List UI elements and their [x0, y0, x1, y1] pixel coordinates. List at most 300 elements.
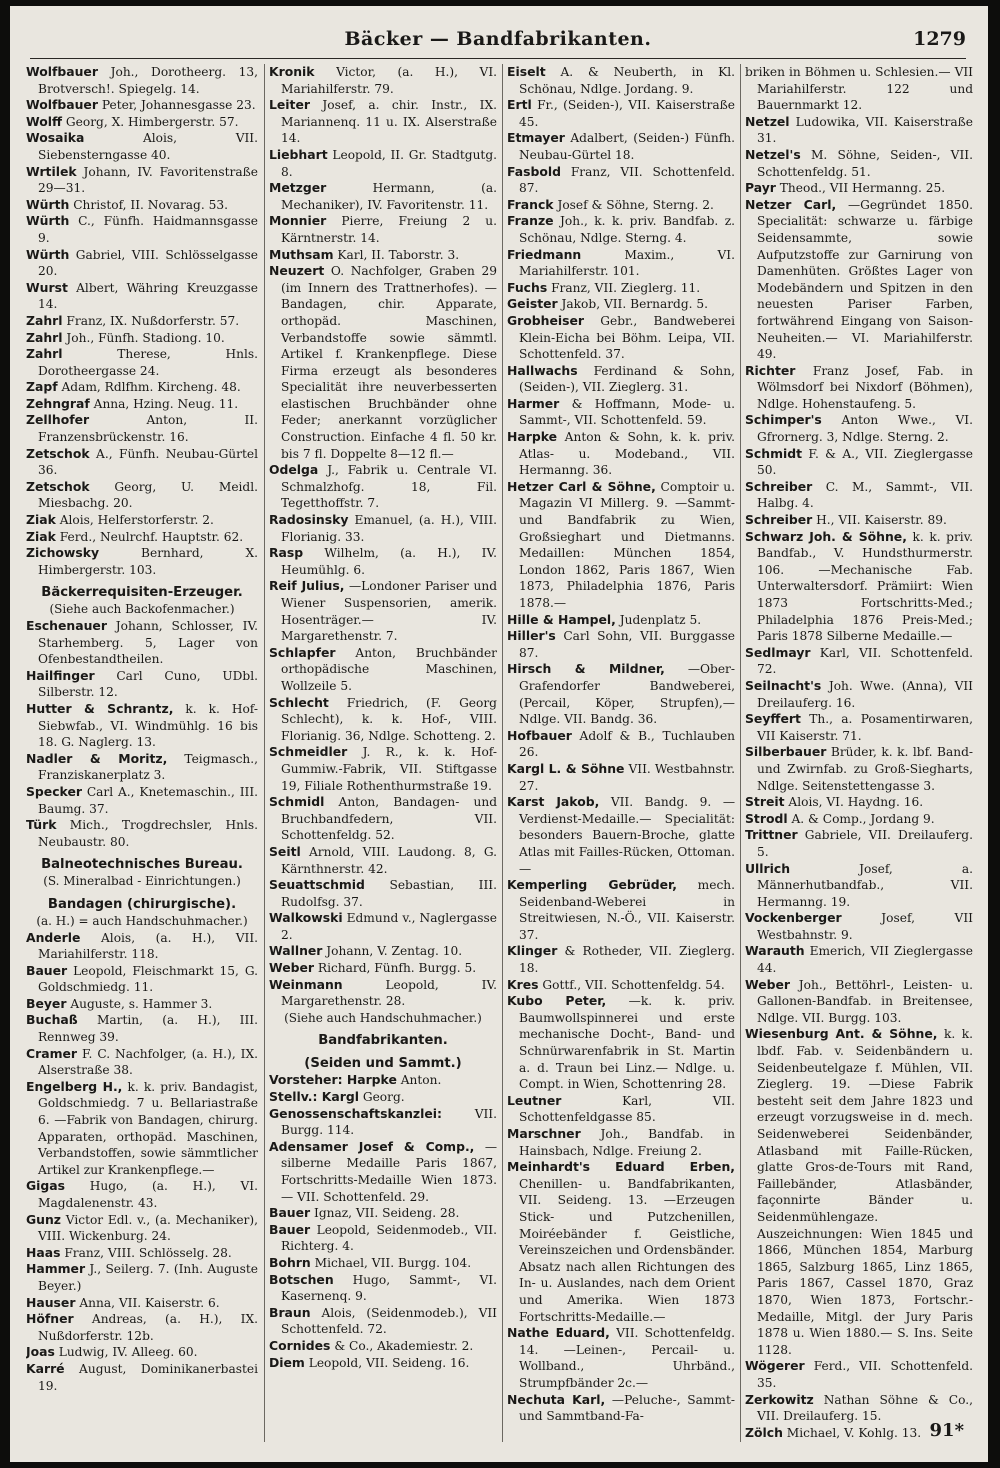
- entry-text: Leopold, IV. Margarethenstr. 28.: [281, 977, 497, 1009]
- entry-name: Adensamer Josef & Comp.,: [269, 1138, 475, 1154]
- directory-entry: [269, 97, 497, 147]
- directory-entry: [269, 943, 497, 960]
- entry-name: Kubo Peter,: [507, 993, 607, 1009]
- entry-name: Hutter & Schrantz,: [26, 700, 174, 716]
- entry-text: Alois, VII. Siebensterngasse 40.: [38, 131, 258, 162]
- entry-name: Anderle: [26, 929, 81, 945]
- entry-name: Seuattschmid: [269, 877, 365, 893]
- directory-entry: [269, 645, 497, 695]
- directory-entry: [745, 711, 973, 744]
- entry-name: Harmer: [507, 395, 560, 411]
- directory-entry: [26, 213, 258, 246]
- directory-entry: [269, 247, 497, 264]
- entry-text: Franz, VIII. Schlösselg. 28.: [64, 1245, 232, 1260]
- entry-text: Michael, V. Kohlg. 13.: [786, 1425, 922, 1440]
- entry-name: Zahrl: [26, 346, 63, 362]
- column-3: [502, 64, 735, 1442]
- section-note: (Siehe auch Backofenmacher.): [49, 602, 235, 617]
- directory-entry: [507, 396, 735, 429]
- entry-name: Nadler & Moritz,: [26, 750, 168, 766]
- entry-text: Karl, VII. Schottenfeldgasse 85.: [519, 1093, 735, 1125]
- entry-name: Weinmann: [269, 976, 343, 992]
- entry-text: Anton, II. Franzensbrückenstr. 16.: [38, 413, 258, 445]
- entry-name: Vockenberger: [745, 910, 842, 926]
- entry-text: Gabriele, VII. Dreilauferg. 5.: [757, 828, 973, 859]
- entry-name: Grobheiser: [507, 312, 585, 328]
- entry-text: C. M., Sammt-, VII. Halbg. 4.: [757, 479, 973, 511]
- entry-name: Schmidt: [745, 445, 803, 461]
- directory-entry: [26, 114, 258, 131]
- directory-page: [10, 6, 988, 1462]
- directory-entry: [507, 164, 735, 197]
- directory-entry: [26, 396, 258, 413]
- entry-name: Hammer: [26, 1261, 86, 1277]
- entry-name: Zahrl: [26, 312, 63, 328]
- directory-entry: [269, 844, 497, 877]
- directory-entry: [507, 479, 735, 612]
- entry-name: Weber: [745, 976, 791, 992]
- entry-text: Joh., Bandfab. in Hainsbach, Ndlge. Freiung 2.: [519, 1127, 735, 1158]
- entry-name: Leiter: [269, 97, 310, 113]
- entry-text: mech. Seidenband-Weberei in Streitwiesen, N.-Ö., VII. Kaiserstr. 37.: [519, 878, 735, 942]
- entry-name: Strodl: [745, 810, 788, 826]
- entry-name: Franck: [507, 196, 554, 212]
- entry-text: Josef, VII Westbahnstr. 9.: [757, 911, 973, 942]
- directory-entry: [26, 1261, 258, 1294]
- entry-name: Engelberg H.,: [26, 1078, 123, 1094]
- directory-entry: [507, 97, 735, 130]
- entry-name: Eschenauer: [26, 618, 107, 633]
- entry-text: Johann, Schlosser, IV. Starhemberg. 5, Lager von Ofenbestandtheilen.: [38, 619, 258, 667]
- directory-entry: [507, 628, 735, 661]
- entry-name: Zapf: [26, 379, 58, 395]
- entry-name: Warauth: [745, 943, 805, 959]
- entry-text: Martin, (a. H.), III. Rennweg 39.: [38, 1013, 258, 1045]
- text-columns: [26, 64, 972, 1442]
- entry-name: Seitl: [269, 843, 301, 859]
- entry-text: VII. Westbahnstr. 27.: [519, 761, 735, 793]
- entry-text: Leopold, Fleischmarkt 15, G. Goldschmiedg. 11.: [38, 963, 258, 995]
- entry-name: Hauser: [26, 1294, 76, 1310]
- directory-entry: [269, 744, 497, 794]
- directory-entry: [745, 794, 973, 811]
- directory-entry: [745, 529, 973, 645]
- directory-entry: [269, 1272, 497, 1305]
- entry-name: Gunz: [26, 1211, 62, 1227]
- directory-entry: [507, 1093, 735, 1126]
- entry-name: Fuchs: [507, 279, 548, 295]
- entry-name: Rasp: [269, 545, 304, 561]
- entry-text: J., Fabrik u. Centrale VI. Schmalzhofg. 18, Fil. Tegetthoffstr. 7.: [281, 463, 497, 511]
- entry-name: Würth: [26, 196, 70, 212]
- directory-entry: [745, 861, 973, 911]
- entry-name: Botschen: [269, 1271, 334, 1287]
- directory-entry: [26, 1311, 258, 1344]
- entry-text: Josef & Söhne, Sterng. 2.: [557, 197, 714, 212]
- directory-entry: [269, 977, 497, 1010]
- entry-name: Türk: [26, 817, 57, 833]
- entry-text: Gebr., Bandweberei Klein-Eicha bei Böhm. Leipa, VII. Schottenfeld. 37.: [519, 313, 735, 362]
- directory-entry: [26, 817, 258, 850]
- entry-text: Ferd., VII. Schottenfeld. 35.: [757, 1359, 973, 1390]
- entry-text: Ignaz, VII. Seideng. 28.: [314, 1206, 460, 1221]
- entry-text: Arnold, VIII. Laudong. 8, G. Kärnthnerstr. 42.: [281, 844, 497, 876]
- directory-entry: [745, 744, 973, 794]
- directory-entry: [507, 1159, 735, 1325]
- directory-entry: [507, 661, 735, 727]
- section-note: (Siehe auch Handschuhmacher.): [284, 1010, 482, 1025]
- entry-name: Bauer: [269, 1205, 311, 1221]
- entry-text: Maxim., VI. Mariahilferstr. 101.: [519, 247, 735, 279]
- directory-entry: [269, 578, 497, 644]
- entry-text: C., Fünfh. Haidmannsgasse 9.: [38, 214, 258, 245]
- directory-entry: [269, 1205, 497, 1222]
- entry-text: A. & Comp., Jordang 9.: [791, 811, 935, 826]
- entry-text: Franz Josef, Fab. in Wölmsdorf bei Nixdorf (Böhmen), Ndlge. Hohenstaufeng. 5.: [757, 363, 973, 411]
- entry-text: —Londoner Pariser und Wiener Suspensorien, amerik. Hosenträger.— IV. Margarethenstr. 7.: [281, 579, 497, 644]
- entry-name: Netzel's: [745, 146, 801, 162]
- entry-name: Wögerer: [745, 1358, 805, 1374]
- entry-text: & Hoffmann, Mode- u. Sammt-, VII. Schottenfeld. 59.: [519, 396, 735, 428]
- entry-name: Karré: [26, 1360, 65, 1376]
- directory-entry: [26, 996, 258, 1013]
- directory-entry: [26, 446, 258, 479]
- entry-name: Buchaß: [26, 1012, 78, 1028]
- directory-entry: [26, 512, 258, 529]
- entry-name: Radosinsky: [269, 512, 349, 528]
- entry-name: Zehngraf: [26, 395, 90, 411]
- entry-name: Meinhardt's Eduard Erben,: [507, 1159, 735, 1175]
- entry-name: Harpke: [507, 429, 558, 445]
- directory-entry: [507, 64, 735, 97]
- directory-entry: [507, 943, 735, 976]
- directory-entry: [507, 993, 735, 1093]
- entry-name: Gigas: [26, 1178, 66, 1194]
- directory-entry: [745, 180, 973, 197]
- directory-entry: [26, 1012, 258, 1045]
- directory-entry: [26, 164, 258, 197]
- directory-entry: [26, 930, 258, 963]
- directory-entry: [26, 64, 258, 97]
- entry-name: Netzel: [745, 113, 790, 129]
- entry-name: Hirsch & Mildner,: [507, 661, 665, 677]
- directory-entry: [26, 280, 258, 313]
- entry-text: Anton Wwe., VI. Gfrornerg. 3, Ndlge. Sterng. 2.: [757, 413, 973, 445]
- directory-entry: [507, 1126, 735, 1159]
- directory-entry: [269, 64, 497, 97]
- directory-entry: [745, 114, 973, 147]
- entry-name: Braun: [269, 1304, 311, 1320]
- entry-name: Seyffert: [745, 711, 801, 727]
- entry-text: Franz, VII. Schottenfeld. 87.: [519, 164, 735, 196]
- directory-entry: [269, 1338, 497, 1355]
- entry-text: —Ober-Grafendorfer Bandweberei, (Percail, Köper, Strupfen),— Ndlge. VII. Bandg. 36.: [519, 662, 735, 727]
- entry-text: —Gegründet 1850. Specialität: schwarze u. färbige Seidensammte, sowie Aufputzstoffe zur Garnirung von Damenhüten. Größtes Lager von Modebändern und Spitzen in den neuesten Pariser Farben, fortwährend Eingang von Saison-Neuheiten.— VI. Mariahilferstr. 49.: [757, 197, 973, 362]
- directory-entry: [507, 247, 735, 280]
- entry-text: Peter, Johannesgasse 23.: [101, 98, 256, 113]
- entry-text: F. C. Nachfolger, (a. H.), IX. Alserstraße 38.: [38, 1046, 258, 1078]
- entry-name: Zahrl: [26, 329, 63, 345]
- entry-name: Wrtilek: [26, 163, 77, 179]
- entry-text: Andreas, (a. H.), IX. Nußdorferstr. 12b.: [38, 1312, 258, 1343]
- entry-name: Wolfbauer: [26, 64, 98, 79]
- entry-text: & Co., Akademiestr. 2.: [334, 1338, 474, 1353]
- entry-name: Höfner: [26, 1311, 74, 1327]
- directory-entry: [26, 1295, 258, 1312]
- entry-text: Joh., Bettöhrl-, Leisten- u. Gallonen-Bandfab. in Breitensee, Ndlge. VII. Burgg. 103.: [757, 977, 973, 1025]
- entry-text: Anton, Bandagen- und Bruchbandfedern, VII. Schottenfeldg. 52.: [281, 795, 497, 843]
- entry-text: M. Söhne, Seiden-, VII. Schottenfeldg. 51.: [757, 147, 973, 179]
- header-rule: [30, 58, 966, 59]
- entry-name: Hille & Hampel,: [507, 611, 616, 627]
- directory-entry: [745, 645, 973, 678]
- directory-entry: [26, 529, 258, 546]
- entry-text: A., Fünfh. Neubau-Gürtel 36.: [38, 446, 258, 478]
- entry-text: VII. Bandg. 9. —Verdienst-Medaille.— Specialität: besonders Bauern-Broche, glatte Atlas mit Failles-Rücken, Ottoman.—: [519, 795, 735, 876]
- entry-text: Josef, a. chir. Instr., IX. Mariannenq. 11 u. IX. Alserstraße 14.: [281, 98, 497, 146]
- directory-entry: [26, 479, 258, 512]
- directory-entry: [269, 960, 497, 977]
- entry-name: Kargl L. & Söhne: [507, 760, 625, 776]
- section-heading: Bandagen (chirurgische).: [47, 896, 237, 912]
- entry-name: Bauer: [269, 1221, 311, 1237]
- directory-entry: [507, 313, 735, 363]
- entry-name: Wurst: [26, 279, 68, 295]
- entry-text: Leopold, II. Gr. Stadtgutg. 8.: [281, 147, 497, 179]
- directory-entry: [507, 977, 735, 994]
- page-number: 1279: [913, 28, 966, 50]
- entry-name: Neuzert: [269, 263, 325, 279]
- entry-text: Fr., (Seiden-), VII. Kaiserstraße 45.: [519, 98, 735, 129]
- entry-text: Ferd., Neulrchf. Hauptstr. 62.: [59, 529, 244, 544]
- entry-text: Carl Cuno, UDbl. Silberstr. 12.: [38, 668, 258, 700]
- entry-name: Stellv.: Kargl: [269, 1089, 359, 1105]
- directory-entry: [26, 97, 258, 114]
- directory-entry: [745, 512, 973, 529]
- directory-entry: [269, 1305, 497, 1338]
- directory-entry: [507, 728, 735, 761]
- directory-entry: [269, 1072, 497, 1089]
- column-1: [26, 64, 258, 1442]
- entry-text: Chenillen- u. Bandfabrikanten, VII. Seideng. 13. —Erzeugen Stick- und Putzchenillen, Moiréebänder f. Geistliche, Vereinszeichen und Ordensbänder. Absatz nach allen Richtungen des In- u. Auslandes, nach dem Orient und Amerika. Wien 1873 Fortschritts-Medaille.—: [519, 1176, 735, 1324]
- section-note: (S. Mineralbad - Einrichtungen.): [43, 874, 241, 889]
- entry-text: August, Dominikanerbastei 19.: [38, 1361, 258, 1393]
- directory-entry: [507, 1392, 735, 1425]
- column-2: [264, 64, 497, 1442]
- entry-name: Fasbold: [507, 163, 561, 179]
- entry-name: Klinger: [507, 943, 558, 959]
- entry-text: Brüder, k. k. lbf. Band- und Zwirnfab. zu Groß-Siegharts, Ndlge. Seitenstettengasse 3.: [757, 745, 973, 793]
- directory-entry: [26, 247, 258, 280]
- entry-name: Kres: [507, 976, 539, 992]
- entry-name: Bauer: [26, 962, 68, 978]
- directory-entry: [26, 963, 258, 996]
- entry-text: Anton, Bruchbänder orthopädische Maschinen, Wollzeile 5.: [281, 645, 497, 693]
- entry-name: Specker: [26, 783, 82, 799]
- entry-name: Wolff: [26, 113, 63, 129]
- entry-text: Joh., Dorotheerg. 13, Brotversch!. Spiegelg. 14.: [38, 65, 258, 96]
- directory-entry: [745, 1358, 973, 1391]
- entry-text: Franz, IX. Nußdorferstr. 57.: [66, 313, 240, 328]
- entry-name: Beyer: [26, 995, 67, 1011]
- entry-text: Judenplatz 5.: [619, 612, 702, 627]
- directory-entry: [745, 977, 973, 1027]
- entry-text: Alois, (Seidenmodeb.), VII Schottenfeld. 72.: [281, 1305, 497, 1337]
- directory-entry: [745, 827, 973, 860]
- entry-text: Gabriel, VIII. Schlösselgasse 20.: [38, 247, 258, 279]
- entry-name: Zichowsky: [26, 545, 100, 561]
- entry-text: Victor Edl. v., (a. Mechaniker), VIII. Wickenburg. 24.: [38, 1212, 258, 1244]
- directory-entry: [269, 794, 497, 844]
- directory-entry: [26, 618, 258, 668]
- entry-text: Alois, Helferstorferstr. 2.: [59, 513, 214, 528]
- entry-text: Hugo, (a. H.), VI. Magdalenenstr. 43.: [38, 1179, 258, 1210]
- entry-name: Zetschok: [26, 478, 90, 494]
- entry-name: Schlapfer: [269, 644, 336, 660]
- entry-text: —silberne Medaille Paris 1867, Fortschritts-Medaille Wien 1873.— VII. Schottenfeld. 29.: [281, 1139, 497, 1204]
- entry-name: Karst Jakob,: [507, 794, 600, 810]
- entry-text: Joh. Wwe. (Anna), VII Dreilauferg. 16.: [757, 678, 973, 710]
- entry-name: Schreiber: [745, 512, 813, 528]
- entry-text: Johann, IV. Favoritenstraße 29—31.: [38, 164, 258, 196]
- entry-name: Seilnacht's: [745, 677, 822, 693]
- directory-entry: [507, 1325, 735, 1391]
- column-4: [740, 64, 973, 1442]
- entry-text: Michael, VII. Burgg. 104.: [314, 1255, 472, 1270]
- directory-entry: [269, 1222, 497, 1255]
- entry-text: Adolf & B., Tuchlauben 26.: [519, 728, 735, 760]
- entry-text: Hugo, Sammt-, VI. Kasernenq. 9.: [281, 1272, 497, 1304]
- entry-text: Sebastian, III. Rudolfsg. 37.: [281, 878, 497, 909]
- directory-entry: [26, 668, 258, 701]
- directory-entry: [745, 678, 973, 711]
- entry-text: Joh., k. k. priv. Bandfab. z. Schönau, Ndlge. Sterng. 4.: [519, 214, 735, 245]
- entry-text: k. k. priv. Bandfab., V. Hundsthurmerstr. 106. —Mechanische Fab. Unterwaltersdorf. Prämiirt: Wien 1873 Fortschritts-Med.; Philadelphia 1876 Preis-Med.; Paris 1878 Silberne Medaille.—: [757, 529, 973, 644]
- directory-entry: [26, 313, 258, 330]
- entry-text: F. & A., VII. Zieglergasse 50.: [757, 446, 973, 478]
- directory-entry: [269, 695, 497, 745]
- entry-name: Hetzer Carl & Söhne,: [507, 478, 656, 494]
- entry-text: Alois, (a. H.), VII. Mariahilferstr. 118.: [38, 930, 258, 962]
- directory-entry: [269, 545, 497, 578]
- directory-entry: [26, 1212, 258, 1245]
- directory-entry: [507, 197, 735, 214]
- entry-text: VII. Burgg. 114.: [281, 1106, 497, 1138]
- entry-name: Hailfinger: [26, 667, 95, 683]
- section-heading: (Seiden und Sammt.): [304, 1056, 462, 1072]
- section-heading: Balneotechnisches Bureau.: [41, 857, 243, 873]
- entry-text: Ludowika, VII. Kaiserstraße 31.: [757, 114, 973, 146]
- entry-text: Georg, X. Himbergerstr. 57.: [65, 114, 239, 129]
- entry-text: Comptoir u. Magazin VI Millerg. 9. —Sammt- und Bandfabrik zu Wien, Großsieghart und Dietmanns. Medaillen: München 1854, London 1862, Paris 1867, Wien 1873, Philadelphia 1876, Paris 1878.—: [519, 479, 735, 610]
- directory-entry: [269, 462, 497, 512]
- entry-name: Odelga: [269, 462, 319, 478]
- entry-text: H., VII. Kaiserstr. 89.: [816, 513, 947, 528]
- directory-entry: [507, 794, 735, 877]
- entry-text: J. R., k. k. Hof-Gummiw.-Fabrik, VII. Stiftgasse 19, Filiale Rothenthurmstraße 19.: [281, 745, 497, 793]
- entry-name: Würth: [26, 246, 70, 262]
- entry-name: Schmidl: [269, 794, 325, 810]
- entry-text: Franz, VII. Zieglerg. 11.: [551, 280, 701, 295]
- directory-entry: [507, 612, 735, 629]
- entry-text: Theod., VII Hermanng. 25.: [779, 181, 946, 196]
- entry-text: Bernhard, X. Himbergerstr. 103.: [38, 546, 258, 577]
- entry-text: Leopold, Seidenmodeb., VII. Richterg. 4.: [281, 1222, 497, 1254]
- entry-text: k. k. Hof-Siebwfab., VI. Windmühlg. 16 bis 18. G. Naglerg. 13.: [38, 701, 258, 750]
- directory-entry: [507, 429, 735, 479]
- directory-entry: [745, 412, 973, 445]
- entry-text: A. & Neuberth, in Kl. Schönau, Ndlge. Jordang. 9.: [519, 65, 735, 96]
- directory-entry: [26, 130, 258, 163]
- entry-text: O. Nachfolger, Graben 29 (im Innern des Trattnerhofes). —Bandagen, chir. Apparate, orthopäd. Maschinen, Verbandstoffe sowie sämmtl. Artikel f. Krankenpflege. Diese Firma erzeugt als besonderes Specialität ihre neuverbesserten elastischen Bruchbänder ohne Feder; anerkannt vorzüglicher Construction. Einfache 4 fl. 50 kr. bis 7 fl. Doppelte 8—12 fl.—: [281, 264, 497, 461]
- entry-text: Richard, Fünfh. Burgg. 5.: [317, 961, 477, 976]
- entry-text: —k. k. priv. Baumwollspinnerei und erste mechanische Docht-, Band- und Schnürwarenfabrik in St. Martin a. d. Traun bei Linz.— Ndlge. u. Compt. in Wien, Schottenring 28.: [519, 994, 735, 1092]
- entry-text: Gottf., VII. Schottenfeldg. 54.: [542, 977, 725, 992]
- directory-entry: [269, 910, 497, 943]
- entry-text: k. k. lbdf. Fab. v. Seidenbändern u. Seidenbeutelgaze f. Mühlen, VII. Zieglerg. 19. —Diese Fabrik besteht seit dem Jahre 1823 und erzeugt vorzugsweise in d. mech. Seidenweberei Seidenbänder, Atlasband mit Faille-Rücken, glatte Gros-de-Tours mit Rand, Faillebänder, Atlasbänder, façonnirte Bänder u. Seidenmühlengaze. Auszeichnungen: Wien 1845 und 1866, München 1854, Marburg 1865, Salzburg 1865, Linz 1865, Paris 1867, Cassel 1870, Graz 1870, Wien 1873, Fortschr.-Medaille, Mitgl. der Jury Paris 1878 u. Wien 1880.— S. Ins. Seite 1128.: [757, 1027, 973, 1357]
- entry-text: —Peluche-, Sammt- und Sammtband-Fa-: [519, 1392, 735, 1424]
- entry-text: Teigmasch., Franziskanerplatz 3.: [38, 751, 258, 783]
- directory-entry: [26, 1079, 258, 1179]
- entry-name: Metzger: [269, 180, 327, 196]
- directory-entry: [507, 296, 735, 313]
- entry-text: Georg, U. Meidl. Miesbachg. 20.: [38, 479, 258, 511]
- entry-name: Wiesenburg Ant. & Söhne,: [745, 1026, 938, 1042]
- entry-text: Therese, Hnls. Dorotheergasse 24.: [38, 347, 258, 378]
- entry-text: Adalbert, (Seiden-) Fünfh. Neubau-Gürtel 18.: [519, 131, 735, 162]
- entry-text: Adam, Rdlfhm. Kircheng. 48.: [61, 380, 241, 395]
- directory-entry: [269, 213, 497, 246]
- directory-entry: [269, 1089, 497, 1106]
- entry-name: Schimper's: [745, 412, 822, 428]
- entry-text: Anton & Sohn, k. k. priv. Atlas- u. Modeband., VII. Hermanng. 36.: [519, 430, 735, 478]
- directory-entry: [745, 197, 973, 363]
- directory-entry: [269, 1139, 497, 1205]
- directory-entry: [26, 751, 258, 784]
- entry-name: Wolfbauer: [26, 97, 98, 113]
- entry-name: Ziak: [26, 512, 56, 528]
- entry-name: Muthsam: [269, 246, 334, 262]
- entry-name: Nechuta Karl,: [507, 1391, 606, 1407]
- entry-name: Genossenschaftskanzlei:: [269, 1105, 442, 1121]
- entry-name: Zölch: [745, 1424, 783, 1440]
- entry-text: Karl, II. Taborstr. 3.: [337, 247, 460, 262]
- entry-name: Trittner: [745, 827, 798, 843]
- entry-text: Albert, Währing Kreuzgasse 14.: [38, 280, 258, 312]
- entry-name: Walkowski: [269, 910, 343, 926]
- directory-entry: [507, 130, 735, 163]
- running-title: Bäcker — Bandfabrikanten.: [344, 28, 652, 50]
- entry-text: Anna, Hzing. Neug. 11.: [93, 396, 239, 411]
- directory-entry: [26, 1361, 258, 1394]
- entry-text: Wilhelm, (a. H.), IV. Heumühlg. 6.: [281, 546, 497, 577]
- entry-name: Diem: [269, 1354, 305, 1370]
- entry-text: Joh., Fünfh. Stadiong. 10.: [66, 330, 225, 345]
- entry-name: Zellhofer: [26, 412, 90, 428]
- entry-text: Johann, V. Zentag. 10.: [326, 944, 463, 959]
- entry-name: Wallner: [269, 943, 323, 959]
- entry-text: k. k. priv. Bandagist, Goldschmiedg. 7 u. Bellariastraße 6. —Fabrik von Bandagen, chirurg. Apparaten, orthopäd. Maschinen, Verbandstoffen, sowie sämmtlicher Artikel zur Krankenpflege.—: [38, 1079, 258, 1177]
- directory-entry: [745, 910, 973, 943]
- directory-entry: [269, 877, 497, 910]
- directory-entry: [507, 213, 735, 246]
- entry-name: Haas: [26, 1244, 61, 1260]
- entry-name: Kronik: [269, 64, 315, 79]
- directory-entry: [26, 346, 258, 379]
- entry-name: Richter: [745, 362, 796, 378]
- entry-name: Franze: [507, 213, 554, 229]
- entry-text: Christof, II. Novarag. 53.: [73, 197, 228, 212]
